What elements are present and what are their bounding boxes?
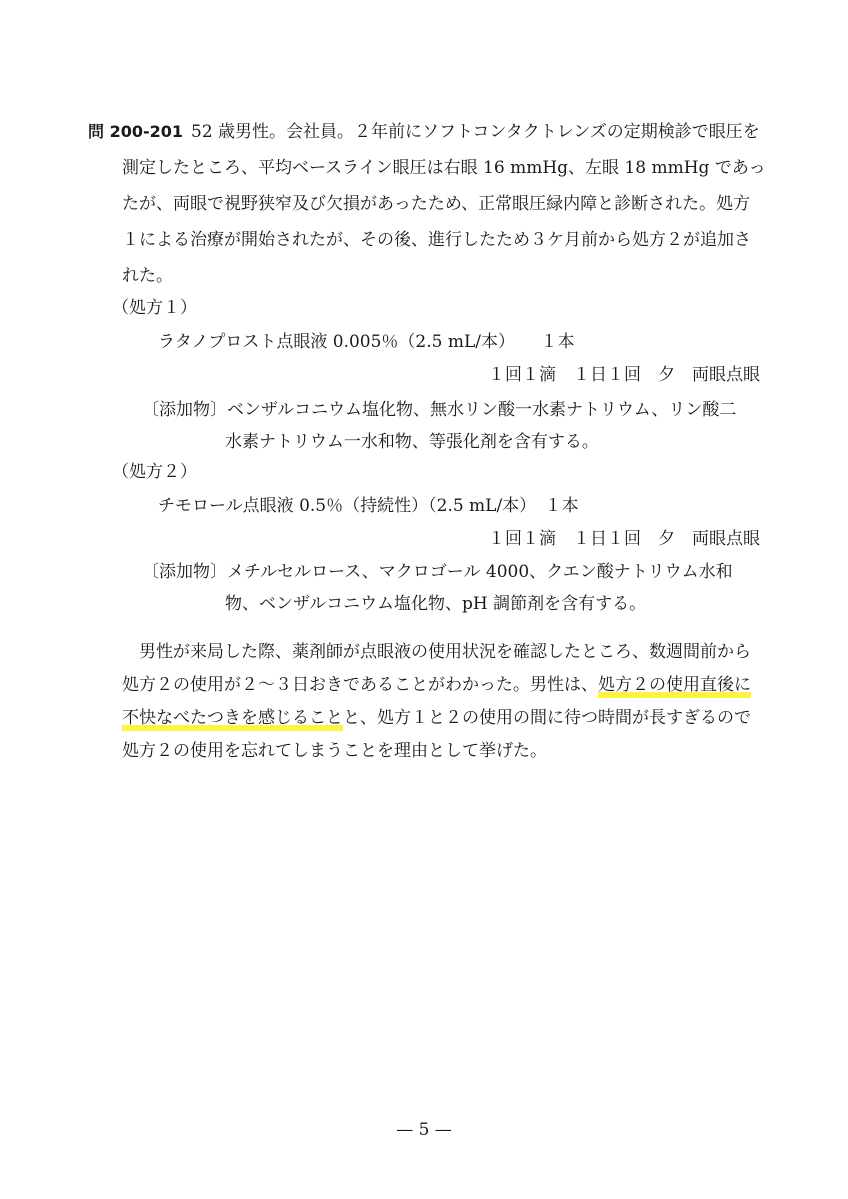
prescription-2-dosage: １回１滴 １日１回 夕 両眼点眼 bbox=[488, 529, 760, 549]
prescription-1-additives-2: 水素ナトリウム一水和物、等張化剤を含有する。 bbox=[225, 432, 599, 452]
prescription-2-additives-2: 物、ベンザルコニウム塩化物、pH 調節剤を含有する。 bbox=[225, 594, 647, 614]
narrative-line-3-text: と、処方１と２の使用の間に待つ時間が長すぎるので bbox=[343, 708, 751, 728]
question-intro-line-2: 測定したところ、平均ベースライン眼圧は右眼 16 mmHg、左眼 18 mmHg であっ bbox=[122, 158, 766, 178]
question-intro-line-4: １による治療が開始されたが、その後、進行したため３ケ月前から処方２が追加さ bbox=[122, 230, 751, 250]
prescription-2-drug: チモロール点眼液 0.5％（持続性）（2.5 mL/本） １本 bbox=[158, 496, 579, 516]
prescription-1-label: （処方１） bbox=[112, 298, 197, 318]
narrative-line-2-text: 処方２の使用が２～３日おきであることがわかった。男性は、 bbox=[122, 675, 598, 695]
narrative-line-1: 男性が来局した際、薬剤師が点眼液の使用状況を確認したところ、数週間前から bbox=[122, 642, 751, 662]
prescription-2-additives-1: 〔添加物〕メチルセルロース、マクロゴール 4000、クエン酸ナトリウム水和 bbox=[142, 562, 733, 582]
narrative-line-3 bbox=[122, 706, 751, 730]
prescription-1-additives-1: 〔添加物〕ベンザルコニウム塩化物、無水リン酸一水素ナトリウム、リン酸二 bbox=[142, 400, 737, 420]
question-intro-line-5: れた。 bbox=[122, 266, 173, 286]
narrative-line-2 bbox=[122, 673, 751, 697]
prescription-1-dosage: １回１滴 １日１回 夕 両眼点眼 bbox=[488, 365, 760, 385]
question-intro-line-1 bbox=[88, 120, 760, 144]
highlighted-text-2: 不快なべたつきを感じること bbox=[122, 708, 343, 731]
highlighted-text-1: 処方２の使用直後に bbox=[598, 675, 751, 698]
question-intro-line-3: たが、両眼で視野狭窄及び欠損があったため、正常眼圧緑内障と診断された。処方 bbox=[122, 194, 751, 214]
prescription-1-drug: ラタノプロスト点眼液 0.005％（2.5 mL/本） １本 bbox=[158, 332, 575, 352]
intro-text-1: 52 歳男性。会社員。２年前にソフトコンタクトレンズの定期検診で眼圧を bbox=[191, 122, 760, 142]
page-number: — 5 — bbox=[396, 1120, 452, 1140]
question-number: 問 200-201 bbox=[88, 122, 184, 141]
prescription-2-label: （処方２） bbox=[112, 462, 197, 482]
narrative-line-4: 処方２の使用を忘れてしまうことを理由として挙げた。 bbox=[122, 741, 547, 761]
